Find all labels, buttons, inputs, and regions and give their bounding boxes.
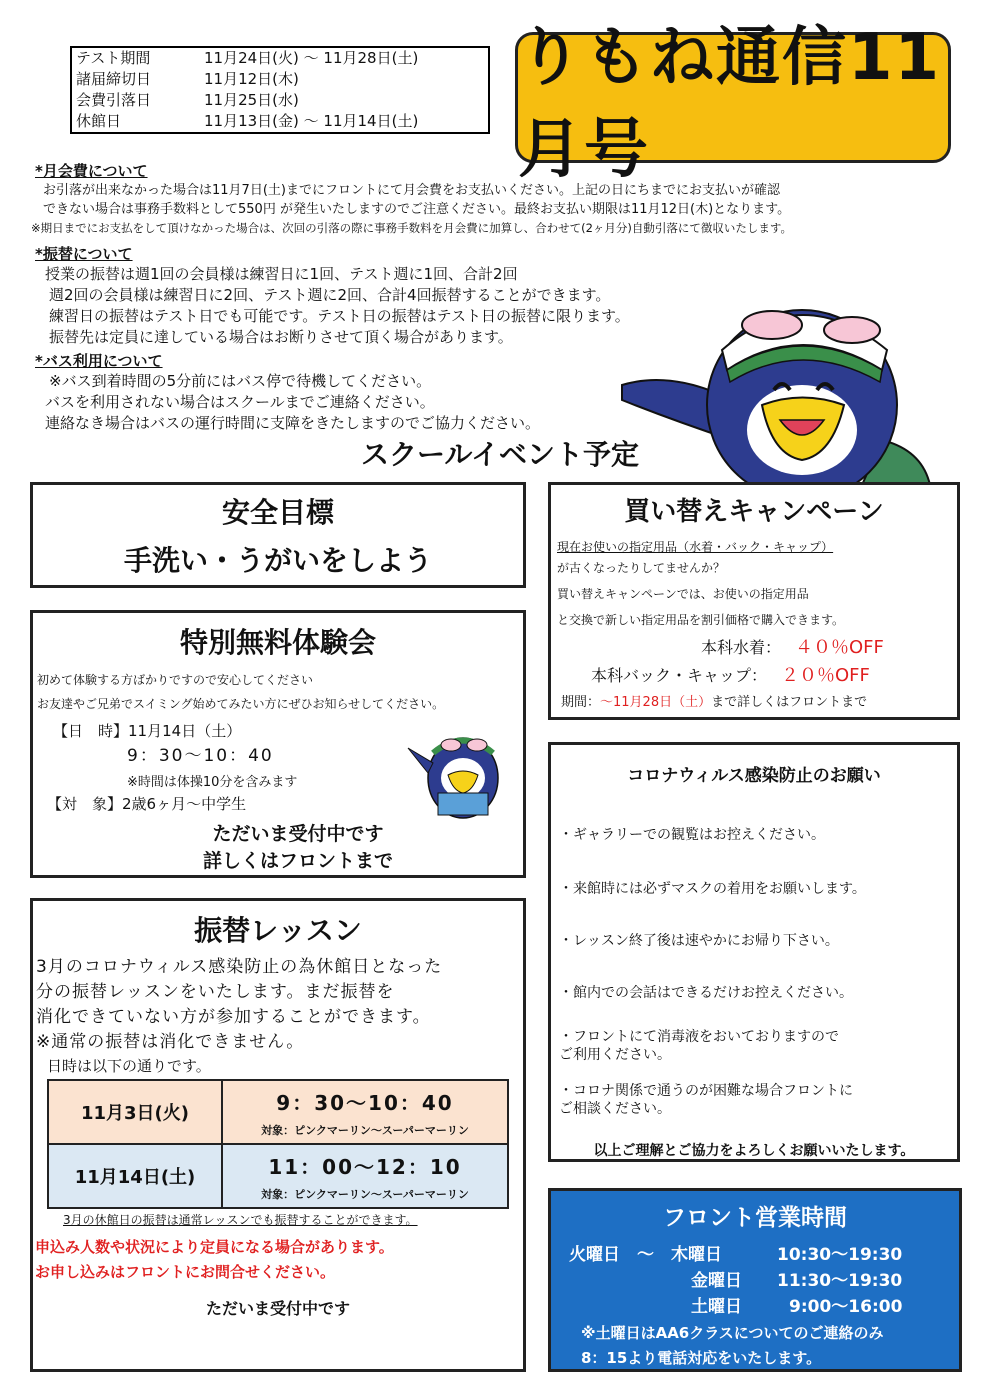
campaign-period: ～11月28日（土） bbox=[600, 695, 712, 710]
makeup-line: 3月のコロナウィルス感染防止の為休館日となった bbox=[36, 957, 443, 977]
campaign-box bbox=[548, 482, 960, 720]
table-row bbox=[48, 1144, 508, 1208]
schedule-label: テスト期間 bbox=[76, 49, 151, 67]
trial-date: 11月14日（土） bbox=[128, 722, 242, 740]
makeup-box bbox=[30, 898, 526, 1372]
safety-box bbox=[30, 482, 526, 588]
corona-item: ・館内での会話はできるだけお控えください。 bbox=[559, 985, 853, 1001]
campaign-line: 買い替えキャンペーンでは、お使いの指定用品 bbox=[557, 587, 809, 601]
trial-cta: 詳しくはフロントまで bbox=[202, 850, 393, 872]
campaign-underlined: 現在お使いの指定用品（水着・バック・キャップ） bbox=[557, 540, 834, 554]
campaign-item: 本科バック・キャップ： bbox=[591, 666, 768, 685]
makeup-target: 対象：ピンクマーリン～スーパーマーリン bbox=[261, 1123, 469, 1137]
fee-line: できない場合は事務手数料として550円 が発生いたしますのでご注意ください。最終お支払い期限は11月12日(木)となります。 bbox=[43, 202, 791, 217]
trial-cta: ただいま受付中です bbox=[212, 823, 384, 845]
fee-section bbox=[31, 160, 965, 237]
hours-day: 火曜日 ～ 木曜日 bbox=[569, 1245, 722, 1265]
trial-line: 初めて体験する方ばかりですので安心してください bbox=[37, 673, 314, 687]
makeup-target: 対象：ピンクマーリン～スーパーマーリン bbox=[261, 1187, 469, 1201]
trial-line: お友達やご兄弟でスイミング始めてみたい方にぜひお知らせしてください。 bbox=[37, 697, 445, 711]
newsletter-title: りもね通信11月号 bbox=[515, 32, 951, 163]
makeup-line: 消化できていない方が参加することができます。 bbox=[36, 1007, 431, 1027]
corona-item: ・コロナ関係で通うのが困難な場合フロントに ご相談ください。 bbox=[559, 1083, 853, 1117]
campaign-discount: ４０％OFF bbox=[795, 637, 884, 658]
schedule-label: 諸届締切日 bbox=[76, 70, 152, 88]
trial-date-label: 【日 時】 bbox=[53, 722, 129, 740]
schedule-value: 11月12日(木) bbox=[204, 70, 299, 88]
front-hours-box bbox=[548, 1188, 962, 1372]
schedule-value: 11月25日(水) bbox=[204, 91, 299, 109]
safety-title: 安全目標 bbox=[221, 496, 334, 529]
hours-time: 11:30～19:30 bbox=[777, 1271, 903, 1291]
schedule-label: 会費引落日 bbox=[76, 91, 152, 109]
trial-note: ※時間は体操10分を含みます bbox=[127, 775, 298, 790]
bus-section bbox=[35, 350, 675, 434]
corona-item: ・来館時には必ずマスクの着用をお願いします。 bbox=[559, 881, 866, 897]
bus-heading: *バス利用について bbox=[35, 352, 163, 370]
trial-target: 2歳6ヶ月～中学生 bbox=[122, 795, 247, 813]
corona-item: ・レッスン終了後は速やかにお帰り下さい。 bbox=[559, 933, 839, 949]
makeup-cta: ただいま受付中です bbox=[205, 1299, 350, 1318]
transfer-line: 授業の振替は週1回の会員様は練習日に1回、テスト週に1回、合計2回 bbox=[45, 265, 518, 283]
events-heading: スクールイベント予定 bbox=[360, 438, 640, 471]
makeup-line: ※通常の振替は消化できません。 bbox=[36, 1032, 305, 1052]
fee-note: ※期日までにお支払をして頂けなかった場合は、次回の引落の際に事務手数料を月会費に加算し、合わせて(2ヶ月分)自動引落にて徴収いたします。 bbox=[31, 221, 792, 235]
transfer-line: 週2回の会員様は練習日に2回、テスト週に2回、合計4回振替することができます。 bbox=[49, 286, 611, 304]
schedule-row bbox=[71, 47, 489, 69]
trial-time: 9：30～10：40 bbox=[127, 746, 274, 766]
corona-closing: 以上ご理解とご協力をよろしくお願いいたします。 bbox=[593, 1143, 915, 1159]
campaign-line: と交換で新しい指定用品を割引価格で購入できます。 bbox=[557, 613, 845, 627]
makeup-red-note: お申し込みはフロントにお問合せください。 bbox=[35, 1263, 336, 1281]
hours-note: ※土曜日はAA6クラスについてのご連絡のみ bbox=[581, 1324, 884, 1342]
hours-day: 土曜日 bbox=[691, 1297, 742, 1317]
safety-text: 手洗い・うがいをしよう bbox=[123, 544, 432, 577]
makeup-date: 11月3日(火) bbox=[48, 1080, 222, 1144]
makeup-title: 振替レッスン bbox=[194, 914, 362, 947]
makeup-line: 分の振替レッスンをいたします。まだ振替を bbox=[36, 982, 395, 1002]
makeup-red-note: 申込み人数や状況により定員になる場合があります。 bbox=[35, 1238, 394, 1256]
fee-line: お引落が出来なかった場合は11月7日(土)までにフロントにて月会費をお支払いください。上記の日にちまでにお支払いが確認 bbox=[43, 183, 780, 198]
campaign-period-tail: まで詳しくはフロントまで bbox=[711, 695, 868, 710]
campaign-discount: ２０％OFF bbox=[781, 665, 870, 686]
front-hours-title: フロント営業時間 bbox=[663, 1205, 847, 1231]
hours-day: 金曜日 bbox=[691, 1271, 742, 1291]
hours-time: 9:00～16:00 bbox=[789, 1297, 903, 1317]
makeup-note: 3月の休館日の振替は通常レッスンでも振替することができます。 bbox=[63, 1213, 418, 1227]
campaign-line: が古くなったりしてませんか？ bbox=[557, 561, 726, 575]
bus-line: 連絡なき場合はバスの運行時間に支障をきたしますのでご協力ください。 bbox=[45, 414, 541, 432]
makeup-time: 11：00～12：10 bbox=[268, 1154, 462, 1179]
campaign-period-label: 期間： bbox=[561, 695, 601, 710]
transfer-line: 練習日の振替はテスト日でも可能です。テスト日の振替はテスト日の振替に限ります。 bbox=[49, 307, 630, 325]
schedule-value: 11月13日(金) ～ 11月14日(土) bbox=[204, 112, 419, 130]
trial-target-label: 【対 象】 bbox=[47, 795, 123, 813]
corona-item: ・フロントにて消毒液をおいておりますので ご利用ください。 bbox=[559, 1029, 839, 1063]
makeup-date: 11月14日(土) bbox=[48, 1144, 222, 1208]
schedule-table bbox=[70, 46, 490, 134]
corona-title: コロナウィルス感染防止のお願い bbox=[627, 766, 881, 786]
bus-line: バスを利用されない場合はスクールまでご連絡ください。 bbox=[45, 393, 435, 411]
schedule-row bbox=[71, 69, 489, 90]
schedule-label: 休館日 bbox=[76, 112, 122, 130]
corona-item: ・ギャラリーでの観覧はお控えください。 bbox=[559, 827, 825, 843]
makeup-schedule-table bbox=[47, 1079, 509, 1209]
transfer-line: 振替先は定員に達している場合はお断りさせて頂く場合があります。 bbox=[49, 328, 513, 346]
makeup-sub: 日時は以下の通りです。 bbox=[47, 1057, 211, 1075]
corona-box bbox=[548, 742, 960, 1162]
fee-heading: *月会費について bbox=[35, 162, 148, 180]
hours-note: 8：15より電話対応をいたします。 bbox=[581, 1349, 822, 1367]
transfer-heading: *振替について bbox=[35, 245, 133, 263]
campaign-item: 本科水着： bbox=[701, 638, 782, 657]
bus-line: ※バス到着時間の5分前にはバス停で待機してください。 bbox=[49, 372, 432, 390]
schedule-value: 11月24日(火) ～ 11月28日(土) bbox=[204, 49, 419, 67]
campaign-title: 買い替えキャンペーン bbox=[624, 497, 884, 527]
penguin-small-illustration bbox=[403, 723, 513, 823]
hours-time: 10:30～19:30 bbox=[777, 1245, 903, 1265]
schedule-row bbox=[71, 90, 489, 111]
trial-title: 特別無料体験会 bbox=[179, 626, 376, 659]
makeup-time: 9：30～10：40 bbox=[276, 1090, 454, 1115]
trial-box bbox=[30, 610, 526, 878]
schedule-row bbox=[71, 111, 489, 133]
table-row bbox=[48, 1080, 508, 1144]
